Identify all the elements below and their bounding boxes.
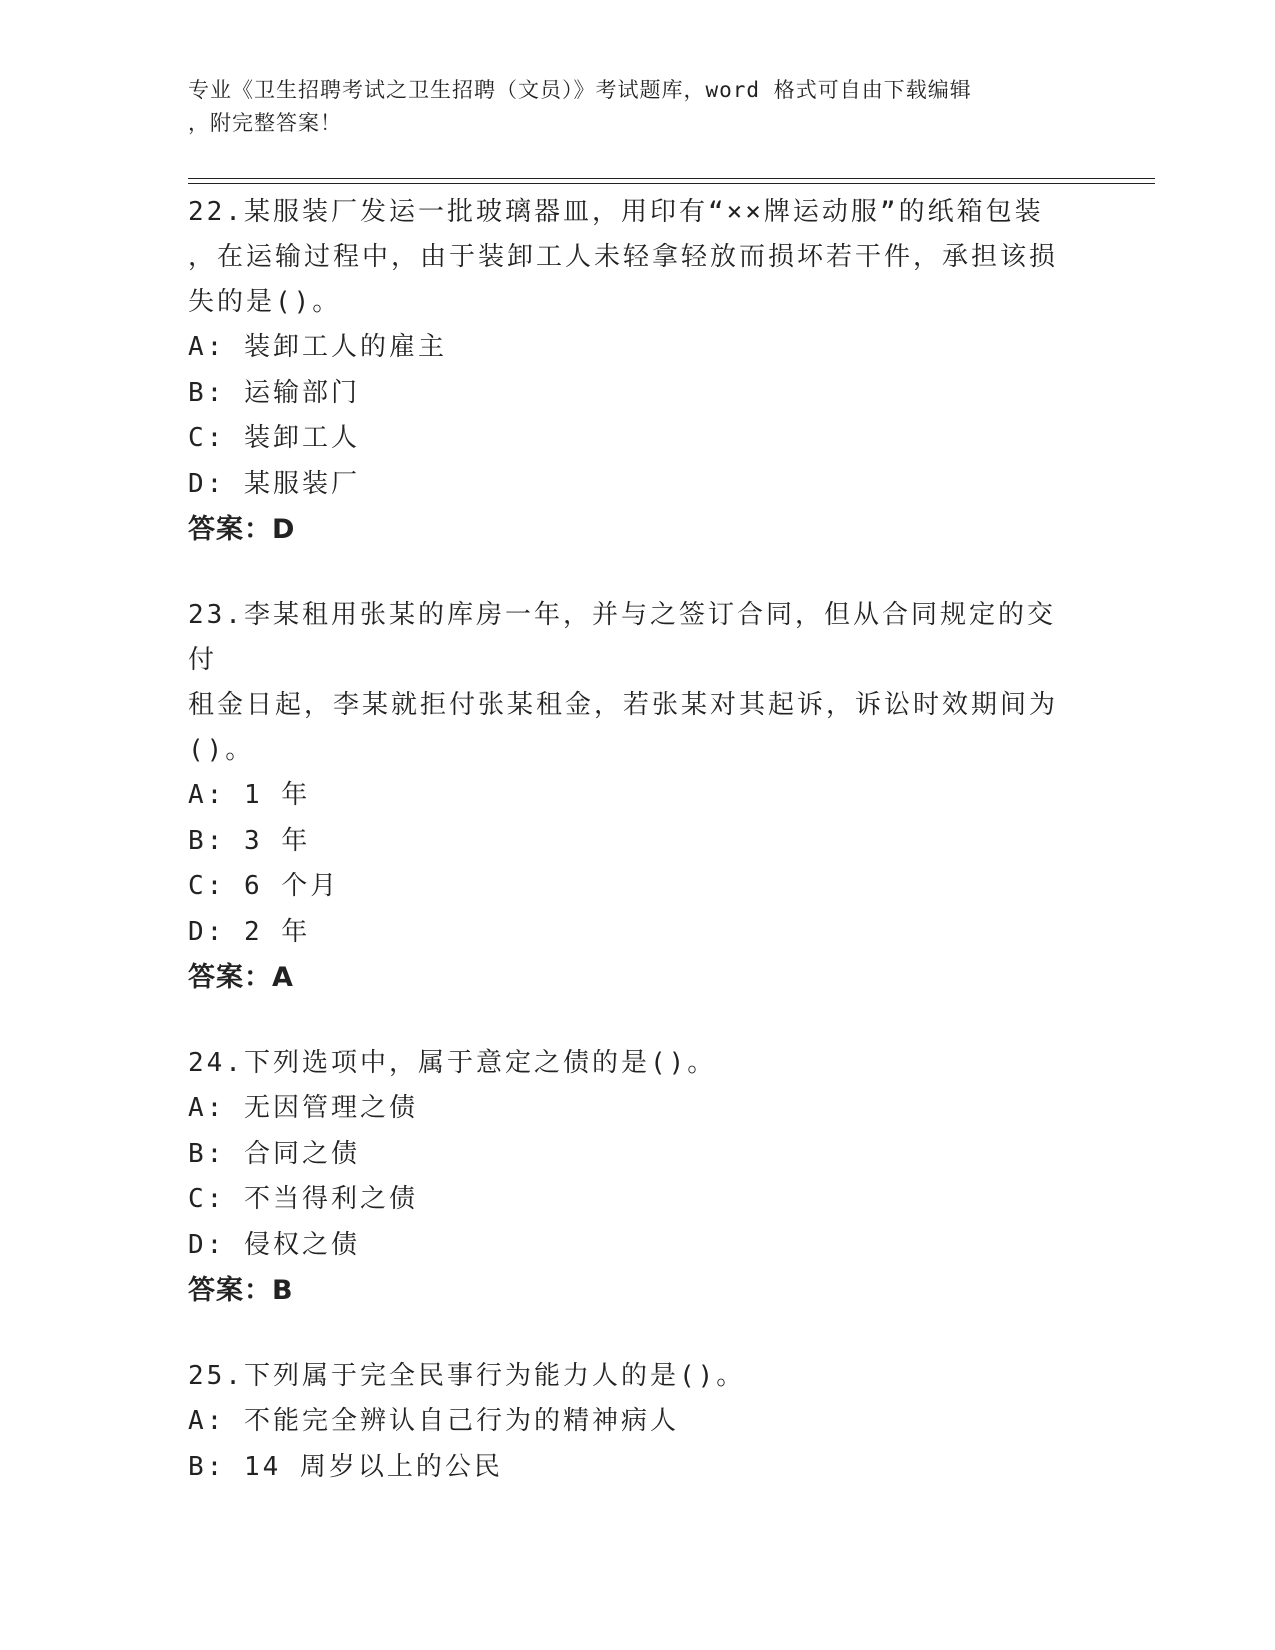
option-letter: B: — [188, 1451, 226, 1482]
option-text: 装卸工人的雇主 — [243, 332, 447, 362]
stem-line: 25.下列属于完全民事行为能力人的是()。 — [188, 1361, 746, 1391]
header-divider-bottom — [188, 183, 1155, 184]
option-a — [188, 1399, 1088, 1445]
option-b — [188, 1445, 1088, 1491]
option-letter: B: — [188, 377, 226, 408]
option-d — [188, 1223, 1088, 1269]
option-letter: B: — [188, 825, 226, 856]
option-a — [188, 1086, 1088, 1132]
stem-line: 租金日起，李某就拒付张某租金，若张某对其起诉，诉讼时效期间为 — [188, 690, 1059, 720]
option-text: 无因管理之债 — [243, 1093, 418, 1123]
stem-line: 22.某服装厂发运一批玻璃器皿，用印有“××牌运动服”的纸箱包装 — [188, 197, 1044, 227]
question-stem — [188, 1041, 1083, 1086]
question-22 — [188, 190, 1088, 553]
option-c — [188, 864, 1088, 910]
question-23 — [188, 593, 1088, 1001]
stem-line: 失的是()。 — [188, 287, 342, 317]
option-letter: D: — [188, 468, 226, 499]
stem-line: ()。 — [188, 735, 255, 765]
option-c — [188, 416, 1088, 462]
option-letter: D: — [188, 1229, 226, 1260]
option-a — [188, 325, 1088, 371]
answer-label: 答案：A — [188, 962, 294, 993]
question-stem — [188, 190, 1083, 325]
option-b — [188, 1132, 1088, 1178]
stem-line: ，在运输过程中，由于装卸工人未轻拿轻放而损坏若干件，承担该损 — [188, 242, 1059, 272]
question-stem — [188, 593, 1083, 773]
answer-label: 答案：B — [188, 1275, 294, 1306]
option-text: 侵权之债 — [243, 1229, 360, 1260]
option-letter: D: — [188, 916, 226, 947]
option-d — [188, 910, 1088, 956]
option-b — [188, 371, 1088, 417]
question-list — [188, 190, 1088, 1530]
option-letter: A: — [188, 332, 226, 362]
question-24 — [188, 1041, 1088, 1314]
option-text: 1 年 — [243, 780, 311, 810]
option-text: 不当得利之债 — [243, 1184, 418, 1214]
option-text: 14 周岁以上的公民 — [243, 1451, 503, 1482]
option-letter: C: — [188, 423, 226, 453]
option-text: 合同之债 — [243, 1138, 360, 1169]
question-25 — [188, 1354, 1088, 1490]
option-letter: A: — [188, 1093, 226, 1123]
option-text: 运输部门 — [243, 377, 360, 408]
option-text: 不能完全辨认自己行为的精神病人 — [243, 1406, 679, 1436]
option-text: 某服装厂 — [243, 468, 360, 499]
header-line-1: 专业《卫生招聘考试之卫生招聘（文员）》考试题库，word 格式可自由下载编辑 — [188, 78, 972, 102]
option-letter: B: — [188, 1138, 226, 1169]
option-b — [188, 819, 1088, 865]
stem-line: 24.下列选项中，属于意定之债的是()。 — [188, 1048, 717, 1078]
header-divider-top — [188, 178, 1155, 179]
option-d — [188, 462, 1088, 508]
option-letter: A: — [188, 1406, 226, 1436]
option-a — [188, 773, 1088, 819]
option-text: 2 年 — [243, 916, 311, 947]
stem-line: 23.李某租用张某的库房一年，并与之签订合同，但从合同规定的交付 — [188, 600, 1056, 675]
option-c — [188, 1177, 1088, 1223]
option-letter: C: — [188, 1184, 226, 1214]
option-letter: C: — [188, 871, 226, 901]
header-line-2: ，附完整答案！ — [188, 111, 342, 135]
option-text: 3 年 — [243, 825, 311, 856]
option-letter: A: — [188, 780, 226, 810]
question-stem — [188, 1354, 1083, 1399]
option-text: 6 个月 — [243, 871, 340, 901]
answer-label: 答案：D — [188, 514, 296, 545]
option-text: 装卸工人 — [243, 423, 360, 453]
document-header — [188, 74, 1068, 140]
